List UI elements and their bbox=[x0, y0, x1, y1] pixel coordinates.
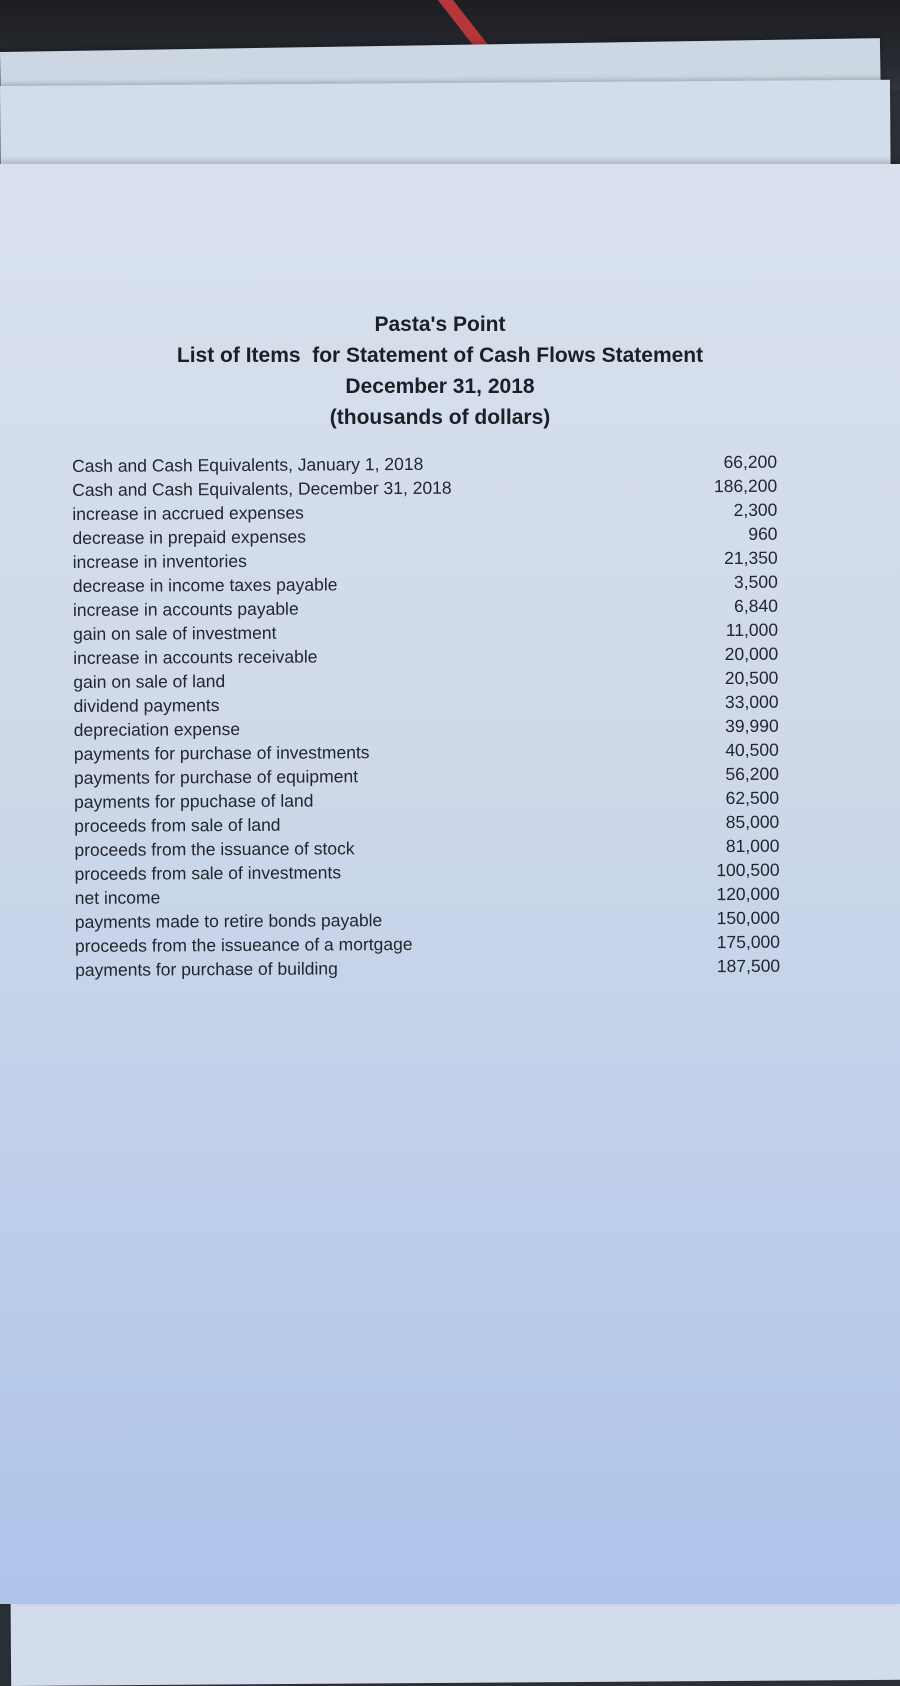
item-value: 187,500 bbox=[716, 955, 781, 977]
item-label: net income bbox=[74, 887, 161, 908]
item-value: 21,350 bbox=[724, 547, 778, 569]
items-list bbox=[72, 450, 780, 982]
title-block bbox=[0, 309, 880, 433]
company-name: Pasta's Point bbox=[374, 313, 506, 336]
item-value: 62,500 bbox=[725, 787, 780, 809]
item-value: 20,500 bbox=[724, 667, 779, 689]
item-value: 33,000 bbox=[724, 691, 779, 713]
item-label: depreciation expense bbox=[73, 718, 241, 740]
statement-date: December 31, 2018 bbox=[345, 375, 535, 398]
item-value: 81,000 bbox=[725, 835, 780, 857]
item-value: 186,200 bbox=[713, 475, 778, 497]
item-value: 39,990 bbox=[725, 715, 779, 737]
item-label: proceeds from the issuance of stock bbox=[74, 838, 355, 860]
item-value: 100,500 bbox=[716, 859, 780, 881]
item-value: 6,840 bbox=[734, 595, 779, 616]
item-label: dividend payments bbox=[73, 695, 220, 716]
list-item bbox=[75, 954, 780, 982]
item-label: gain on sale of land bbox=[73, 671, 226, 692]
item-label: payments for purchase of equipment bbox=[73, 766, 359, 788]
item-value: 150,000 bbox=[716, 907, 780, 929]
item-label: proceeds from the issueance of a mortgage bbox=[74, 933, 413, 956]
item-value: 20,000 bbox=[724, 643, 779, 665]
item-label: proceeds from sale of land bbox=[74, 814, 281, 836]
units-note: (thousands of dollars) bbox=[329, 406, 551, 429]
item-value: 85,000 bbox=[725, 811, 780, 833]
item-label: increase in accrued expenses bbox=[72, 502, 304, 524]
item-value: 3,500 bbox=[733, 571, 778, 592]
item-label: Cash and Cash Equivalents, January 1, 2018 bbox=[72, 453, 424, 476]
item-label: proceeds from sale of investments bbox=[74, 862, 342, 884]
item-label: Cash and Cash Equivalents, December 31, 2018 bbox=[72, 477, 452, 500]
item-value: 120,000 bbox=[716, 883, 780, 905]
front-paper-sheet bbox=[0, 164, 900, 1604]
item-value: 66,200 bbox=[723, 451, 778, 473]
item-label: payments for purchase of building bbox=[75, 958, 338, 980]
item-label: decrease in income taxes payable bbox=[72, 574, 338, 596]
item-label: increase in accounts payable bbox=[72, 598, 299, 620]
item-label: payments for ppuchase of land bbox=[74, 790, 314, 812]
item-label: payments for purchase of investments bbox=[73, 742, 370, 764]
item-value: 56,200 bbox=[725, 763, 780, 785]
item-value: 11,000 bbox=[725, 619, 779, 641]
item-value: 40,500 bbox=[725, 739, 779, 761]
document-title: List of Items for Statement of Cash Flows Statement bbox=[176, 344, 704, 367]
item-label: decrease in prepaid expenses bbox=[72, 526, 307, 548]
item-label: payments made to retire bonds payable bbox=[74, 910, 383, 932]
item-value: 960 bbox=[748, 523, 778, 544]
item-value: 175,000 bbox=[716, 931, 781, 953]
item-label: increase in accounts receivable bbox=[73, 646, 318, 668]
item-label: increase in inventories bbox=[72, 550, 247, 572]
item-label: gain on sale of investment bbox=[73, 622, 277, 644]
item-value: 2,300 bbox=[733, 499, 778, 520]
